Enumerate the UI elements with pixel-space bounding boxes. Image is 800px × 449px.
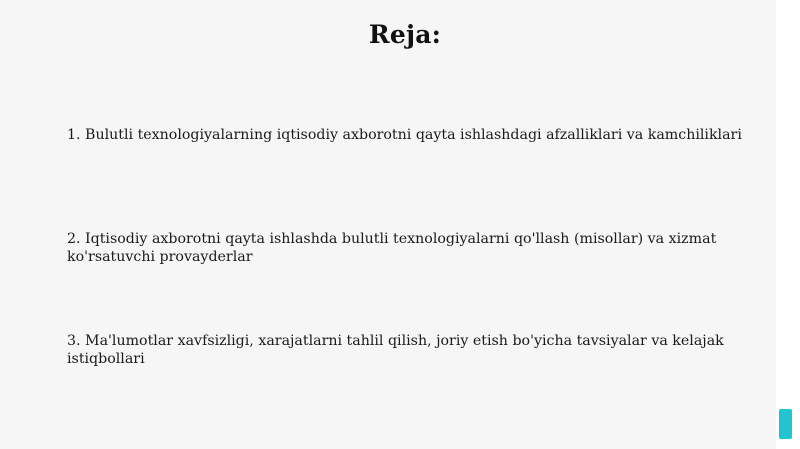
plan-item-3: 3. Ma'lumotlar xavfsizligi, xarajatlarni tahlil qilish, joriy etish bo'yicha tavsiyalar va kelajak istiqbollari (67, 333, 724, 367)
plan-item-2: 2. Iqtisodiy axborotni qayta ishlashda bulutli texnologiyalarni qo'llash (misollar) va xizmat ko'rsatuvchi provayderlar (67, 231, 717, 265)
slide-title: Reja: (368, 20, 442, 49)
scrollbar-track[interactable] (776, 0, 800, 449)
scrollbar-thumb[interactable] (779, 409, 792, 439)
plan-item-1: 1. Bulutli texnologiyalarning iqtisodiy axborotni qayta ishlashdagi afzalliklari va kamchiliklari (67, 127, 742, 143)
